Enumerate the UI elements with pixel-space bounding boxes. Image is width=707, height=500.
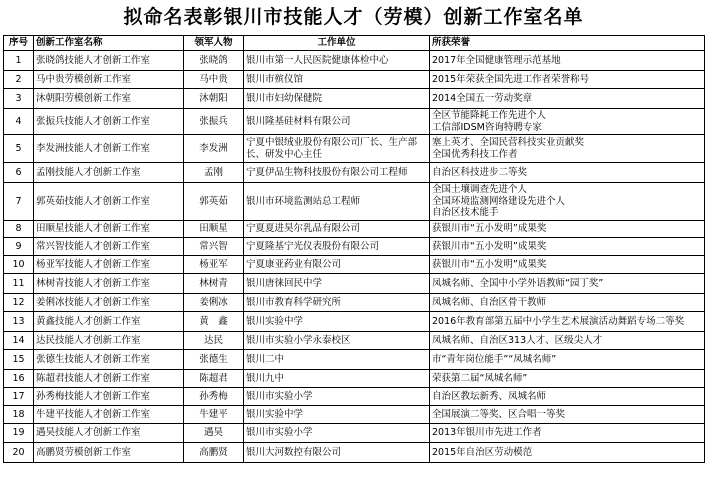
unit-line: 银川唐徕回民中学 <box>246 277 323 289</box>
cell-unit <box>244 89 430 109</box>
cell-unit <box>244 221 430 238</box>
unit-line: 宁夏中银绒业股份有限公司厂长、生产部 <box>246 137 418 148</box>
cell-unit <box>244 109 430 135</box>
honor-line: 2016年教育部第五届中小学生艺术展演活动舞蹈专场二等奖 <box>432 315 685 327</box>
unit-line: 银川市妇幼保健院 <box>246 92 323 104</box>
table-row <box>4 221 705 238</box>
table-row <box>4 135 705 163</box>
cell-unit <box>244 443 430 463</box>
table-row <box>4 370 705 388</box>
table-row <box>4 71 705 89</box>
unit-line: 宁夏康亚药业有限公司 <box>246 258 342 270</box>
honor-line: 全国土壤调查先进个人 <box>432 184 528 196</box>
unit-line: 银川市殡仪馆 <box>246 73 304 85</box>
unit-line: 银川隆基硅材料有限公司 <box>246 115 351 127</box>
table-row <box>4 443 705 463</box>
cell-unit <box>244 424 430 443</box>
page-title: 拟命名表彰银川市技能人才（劳模）创新工作室名单 <box>123 6 584 28</box>
cell-honors <box>430 135 705 163</box>
honor-line: 自治区技术能手 <box>432 207 499 219</box>
cell-studio: 陈超君技能人才创新工作室 <box>34 370 184 388</box>
cell-unit <box>244 294 430 312</box>
cell-unit <box>244 163 430 183</box>
cell-studio: 常兴智技能人才创新工作室 <box>34 238 184 256</box>
honor-line: 2015年荣获全国先进工作者荣誉称号 <box>432 73 590 85</box>
cell-leader: 张晓鸽 <box>184 51 244 71</box>
table-row <box>4 256 705 274</box>
cell-no: 9 <box>4 238 34 256</box>
cell-honors <box>430 332 705 350</box>
unit-line: 银川实验中学 <box>246 315 304 327</box>
cell-studio: 黄鑫技能人才创新工作室 <box>34 312 184 332</box>
cell-honors <box>430 424 705 443</box>
cell-studio: 姜俐冰技能人才创新工作室 <box>34 294 184 312</box>
header-leader: 领军人物 <box>184 36 244 51</box>
cell-leader: 杨亚军 <box>184 256 244 274</box>
cell-no: 19 <box>4 424 34 443</box>
unit-line: 银川大河数控有限公司 <box>246 446 342 458</box>
cell-leader: 张德生 <box>184 350 244 370</box>
cell-unit <box>244 183 430 221</box>
cell-studio: 田顺星技能人才创新工作室 <box>34 221 184 238</box>
honor-line: 全国优秀科技工作者 <box>432 148 518 160</box>
cell-leader: 李发洲 <box>184 135 244 163</box>
cell-leader: 郭英茹 <box>184 183 244 221</box>
header-no: 序号 <box>4 36 34 51</box>
cell-honors <box>430 256 705 274</box>
table-row <box>4 183 705 221</box>
cell-honors <box>430 109 705 135</box>
cell-no: 18 <box>4 406 34 424</box>
honor-line: 获银川市“五小发明”成果奖 <box>432 223 547 235</box>
cell-studio: 李发洲技能人才创新工作室 <box>34 135 184 163</box>
honor-line: 2013年银川市先进工作者 <box>432 427 542 439</box>
cell-leader: 高鹏贤 <box>184 443 244 463</box>
unit-line: 宁夏夏进昊尔乳品有限公司 <box>246 223 361 235</box>
unit-line: 银川市实验小学 <box>246 390 313 402</box>
cell-studio: 林树青技能人才创新工作室 <box>34 274 184 294</box>
cell-honors <box>430 238 705 256</box>
table-row <box>4 238 705 256</box>
honor-line: 全区节能降耗工作先进个人 <box>432 110 547 121</box>
cell-unit <box>244 274 430 294</box>
cell-unit <box>244 332 430 350</box>
header-honors: 所获荣誉 <box>430 36 705 51</box>
cell-studio: 郭英茹技能人才创新工作室 <box>34 183 184 221</box>
cell-no: 2 <box>4 71 34 89</box>
cell-studio: 张晓鸽技能人才创新工作室 <box>34 51 184 71</box>
cell-honors <box>430 350 705 370</box>
header-studio: 创新工作室名称 <box>34 36 184 51</box>
cell-studio: 孟刚技能人才创新工作室 <box>34 163 184 183</box>
cell-leader: 沐朝阳 <box>184 89 244 109</box>
unit-line: 银川市教育科学研究所 <box>246 296 342 308</box>
cell-studio: 达民技能人才创新工作室 <box>34 332 184 350</box>
honor-line: 工信部IDSM咨询特聘专家 <box>432 121 542 133</box>
honor-line: 获银川市“五小发明”成果奖 <box>432 240 547 252</box>
unit-line: 银川市第一人民医院健康体检中心 <box>246 54 389 66</box>
cell-leader: 姜俐冰 <box>184 294 244 312</box>
table-row <box>4 274 705 294</box>
honor-line: 2017年全国健康管理示范基地 <box>432 54 561 66</box>
unit-line: 银川九中 <box>246 372 285 384</box>
cell-unit <box>244 256 430 274</box>
table-row <box>4 109 705 135</box>
cell-leader: 张振兵 <box>184 109 244 135</box>
honor-line: 塞上英才、全国民营科技实业贡献奖 <box>432 137 585 148</box>
unit-line: 长、研发中心主任 <box>246 148 323 160</box>
cell-no: 7 <box>4 183 34 221</box>
header-unit: 工作单位 <box>244 36 430 51</box>
cell-no: 15 <box>4 350 34 370</box>
table-row <box>4 388 705 406</box>
cell-unit <box>244 51 430 71</box>
cell-unit <box>244 238 430 256</box>
cell-honors <box>430 443 705 463</box>
honor-line: 获银川市“五小发明”成果奖 <box>432 258 547 270</box>
cell-honors <box>430 183 705 221</box>
cell-leader: 林树青 <box>184 274 244 294</box>
cell-honors <box>430 294 705 312</box>
cell-studio: 高鹏贤劳模创新工作室 <box>34 443 184 463</box>
unit-line: 宁夏伊品生物科技股份有限公司工程师 <box>246 166 408 178</box>
cell-leader: 常兴智 <box>184 238 244 256</box>
cell-no: 1 <box>4 51 34 71</box>
table-row <box>4 350 705 370</box>
cell-unit <box>244 370 430 388</box>
cell-studio: 沐朝阳劳模创新工作室 <box>34 89 184 109</box>
honor-line: 凤城名师、自治区骨干教师 <box>432 296 547 308</box>
cell-unit <box>244 312 430 332</box>
table-row <box>4 294 705 312</box>
cell-studio: 孙秀梅技能人才创新工作室 <box>34 388 184 406</box>
cell-honors <box>430 406 705 424</box>
unit-line: 银川市环境监测站总工程师 <box>246 195 361 207</box>
cell-honors <box>430 221 705 238</box>
honor-line: 全国展演二等奖、区合唱一等奖 <box>432 408 566 420</box>
cell-honors <box>430 274 705 294</box>
cell-leader: 陈超君 <box>184 370 244 388</box>
honor-line: 自治区科技进步二等奖 <box>432 166 528 178</box>
cell-unit <box>244 350 430 370</box>
cell-no: 6 <box>4 163 34 183</box>
unit-line: 银川市实验小学 <box>246 427 313 439</box>
honor-line: 全国环境监测网络建设先进个人 <box>432 195 566 207</box>
cell-leader: 马中贵 <box>184 71 244 89</box>
cell-honors <box>430 312 705 332</box>
cell-honors <box>430 163 705 183</box>
cell-leader: 遇昊 <box>184 424 244 443</box>
honor-line: 2015年自治区劳动模范 <box>432 446 533 458</box>
cell-no: 3 <box>4 89 34 109</box>
unit-line: 银川实验中学 <box>246 408 304 420</box>
honor-line: 凤城名师、全国中小学外语教师“园丁奖” <box>432 277 604 289</box>
honor-line: 凤城名师、自治区313人才、区级尖人才 <box>432 334 603 346</box>
cell-leader: 孟刚 <box>184 163 244 183</box>
cell-no: 4 <box>4 109 34 135</box>
table-row <box>4 89 705 109</box>
cell-unit <box>244 406 430 424</box>
table-row <box>4 406 705 424</box>
cell-no: 13 <box>4 312 34 332</box>
table-row <box>4 163 705 183</box>
honor-line: 自治区教坛新秀、凤城名师 <box>432 390 547 402</box>
studio-table <box>3 35 705 463</box>
cell-unit <box>244 135 430 163</box>
cell-studio: 杨亚军技能人才创新工作室 <box>34 256 184 274</box>
cell-studio: 张振兵技能人才创新工作室 <box>34 109 184 135</box>
cell-no: 8 <box>4 221 34 238</box>
cell-no: 12 <box>4 294 34 312</box>
cell-no: 11 <box>4 274 34 294</box>
cell-leader: 牛建平 <box>184 406 244 424</box>
cell-honors <box>430 388 705 406</box>
cell-studio: 马中贵劳模创新工作室 <box>34 71 184 89</box>
cell-unit <box>244 71 430 89</box>
cell-no: 17 <box>4 388 34 406</box>
unit-line: 银川二中 <box>246 353 285 365</box>
cell-leader: 达民 <box>184 332 244 350</box>
cell-leader: 田顺星 <box>184 221 244 238</box>
cell-leader: 孙秀梅 <box>184 388 244 406</box>
cell-studio: 张德生技能人才创新工作室 <box>34 350 184 370</box>
table-header-row <box>4 36 705 51</box>
honor-line: 荣获第二届“凤城名师” <box>432 372 528 384</box>
unit-line: 银川市实验小学永泰校区 <box>246 334 351 346</box>
cell-studio: 牛建平技能人才创新工作室 <box>34 406 184 424</box>
cell-studio: 遇昊技能人才创新工作室 <box>34 424 184 443</box>
cell-leader: 黄 鑫 <box>184 312 244 332</box>
cell-honors <box>430 71 705 89</box>
cell-no: 14 <box>4 332 34 350</box>
cell-no: 5 <box>4 135 34 163</box>
cell-honors <box>430 370 705 388</box>
cell-no: 16 <box>4 370 34 388</box>
cell-no: 10 <box>4 256 34 274</box>
cell-unit <box>244 388 430 406</box>
table-row <box>4 51 705 71</box>
unit-line: 宁夏隆基宁光仪表股份有限公司 <box>246 240 380 252</box>
table-row <box>4 424 705 443</box>
cell-no: 20 <box>4 443 34 463</box>
honor-line: 2014全国五一劳动奖章 <box>432 92 533 104</box>
cell-honors <box>430 89 705 109</box>
honor-line: 市“青年岗位能手”“凤城名师” <box>432 353 557 365</box>
table-row <box>4 332 705 350</box>
cell-honors <box>430 51 705 71</box>
table-row <box>4 312 705 332</box>
